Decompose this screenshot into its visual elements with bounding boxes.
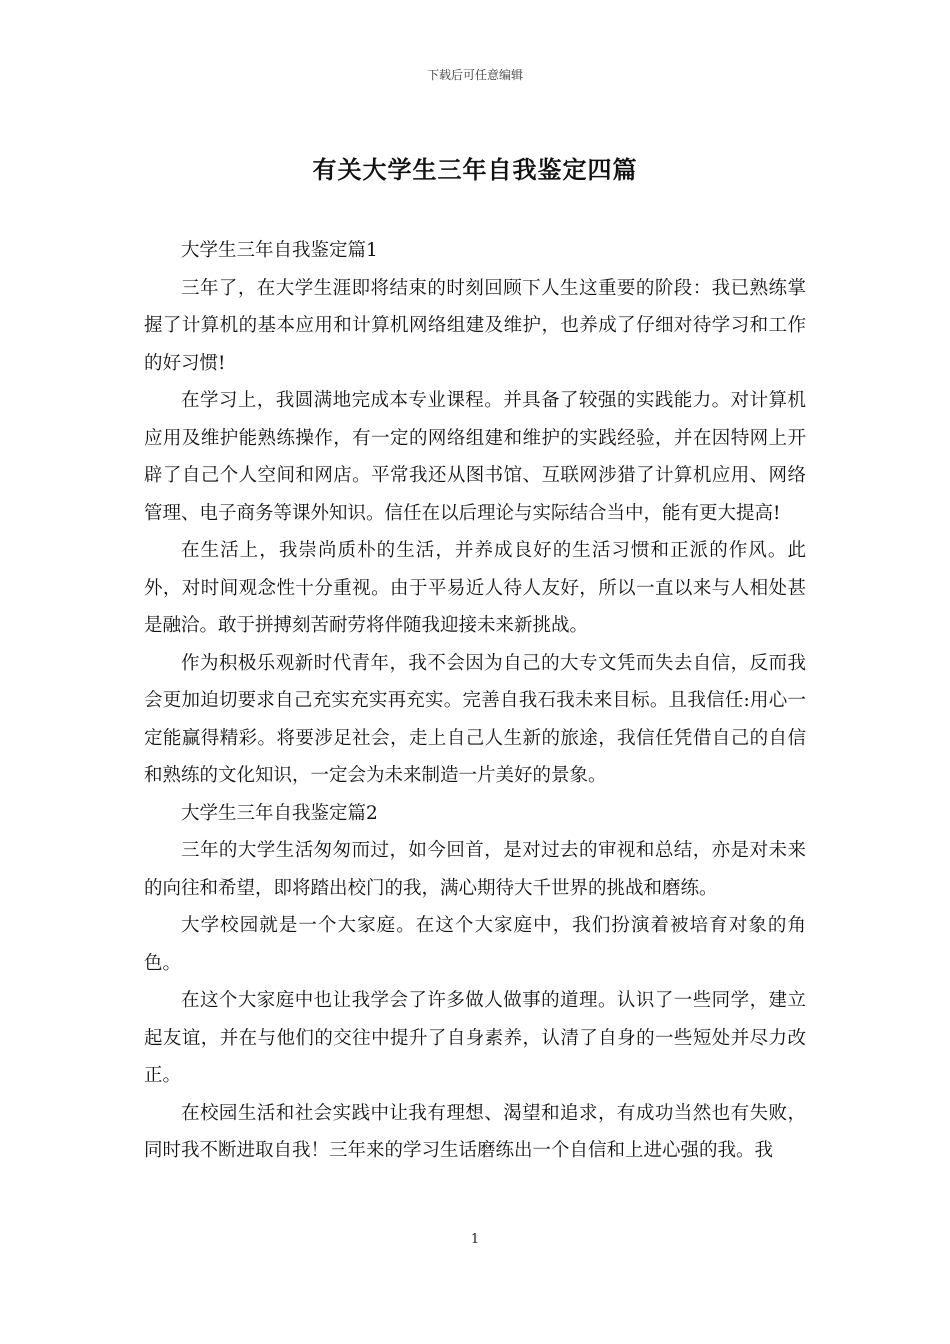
paragraph: 在这个大家庭中也让我学会了许多做人做事的道理。认识了一些同学，建立起友谊，并在与他们的交往中提升了自身素养，认清了自身的一些短处并尽力改正。 xyxy=(144,990,806,1086)
paragraph: 作为积极乐观新时代青年，我不会因为自己的大专文凭而失去自信，反而我会更加迫切要求自己充实充实再充实。完善自我石我未来目标。且我信任:用心一定能赢得精彩。将要涉足社会，走上自己人生新的旅途，我信任凭借自己的自信和熟练的文化知识，一定会为未来制造一片美好的景象。 xyxy=(144,652,806,786)
paragraph: 大学校园就是一个大家庭。在这个大家庭中，我们扮演着被培育对象的角色。 xyxy=(144,915,806,974)
paragraph: 在生活上，我崇尚质朴的生活，并养成良好的生活习惯和正派的作风。此外，对时间观念性十分重视。由于平易近人待人友好，所以一直以来与人相处甚是融洽。敢于拼搏刻苦耐劳将伴随我迎接未来新挑战。 xyxy=(144,540,806,636)
section-heading-1: 大学生三年自我鉴定篇1 xyxy=(181,240,378,261)
document-body xyxy=(144,232,806,1170)
paragraph: 三年的大学生活匆匆而过，如今回首，是对过去的审视和总结，亦是对未来的向往和希望，即将踏出校门的我，满心期待大千世界的挑战和磨练。 xyxy=(144,840,806,899)
document-title: 有关大学生三年自我鉴定四篇 xyxy=(312,155,638,184)
paragraph: 三年了，在大学生涯即将结束的时刻回顾下人生这重要的阶段：我已熟练掌握了计算机的基本应用和计算机网络组建及维护，也养成了仔细对待学习和工作的好习惯! xyxy=(144,277,806,374)
paragraph: 在学习上，我圆满地完成本专业课程。并具备了较强的实践能力。对计算机应用及维护能熟练操作，有一定的网络组建和维护的实践经验，并在因特网上开辟了自己个人空间和网店。平常我还从图书馆、互联网涉猎了计算机应用、网络管理、电子商务等课外知识。信任在以后理论与实际结合当中，能有更大提高! xyxy=(144,390,806,524)
paragraph: 在校园生活和社会实践中让我有理想、渴望和追求，有成功当然也有失败，同时我不断进取自我！三年来的学习生话磨练出一个自信和上进心强的我。我 xyxy=(144,1102,806,1161)
section-heading-2: 大学生三年自我鉴定篇2 xyxy=(181,802,378,824)
page-number: 1 xyxy=(470,1232,480,1247)
header-note: 下载后可任意编辑 xyxy=(426,68,523,82)
